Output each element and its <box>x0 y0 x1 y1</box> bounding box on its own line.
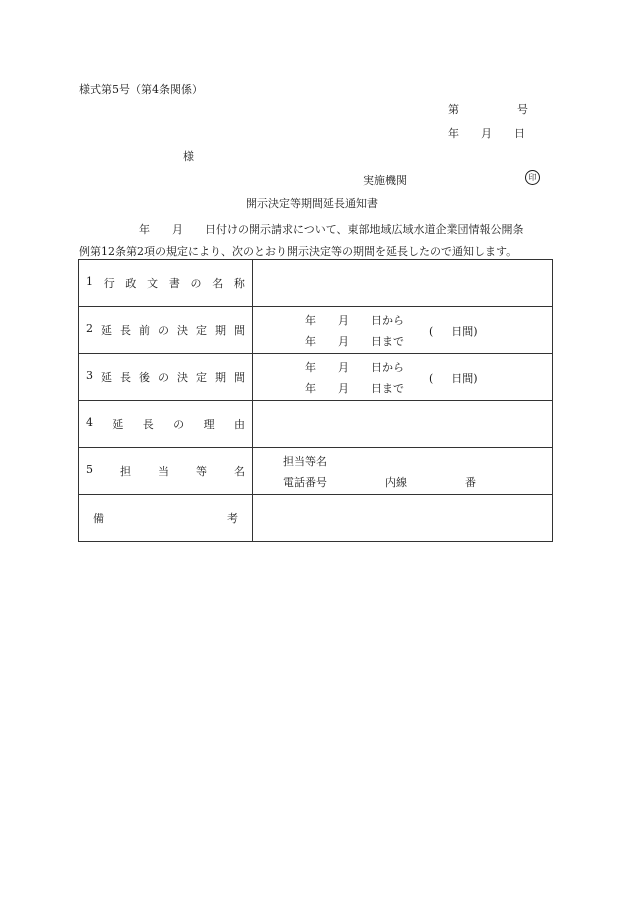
issue-date <box>448 125 525 141</box>
body-line-2: 例第12条第2項の規定により、次のとおり開示決定等の期間を延長したので通知します。 <box>79 245 518 258</box>
label-char: 4 <box>86 416 93 429</box>
addressee: 様 <box>183 150 194 163</box>
label-char: 行 <box>103 277 115 290</box>
label-char: 延 <box>112 418 124 431</box>
row-label-period-after <box>79 354 253 401</box>
label-char: の <box>190 277 202 290</box>
date-year: 年 <box>448 127 459 140</box>
body-line-1-text: 日付けの開示請求について、東部地域広域水道企業団情報公開条 <box>205 223 524 236</box>
label-char: 間 <box>234 324 245 337</box>
label-char: 間 <box>234 371 245 384</box>
label-char: 2 <box>86 322 93 335</box>
body-line-1 <box>79 219 552 241</box>
label-char: 等 <box>196 465 207 478</box>
row-label-document-name <box>79 260 253 307</box>
label-char: 名 <box>234 465 245 478</box>
row-label-contact <box>79 448 253 495</box>
label-char: 考 <box>227 512 238 525</box>
table-row <box>79 307 553 354</box>
label-char: 理 <box>203 418 215 431</box>
remarks-value <box>253 495 553 542</box>
reason-value <box>253 401 553 448</box>
table-row <box>79 495 553 542</box>
table-row <box>79 448 553 495</box>
label-char: 1 <box>86 275 93 288</box>
label-char: 長 <box>120 371 131 384</box>
label-char: 文 <box>147 277 159 290</box>
row-label-remarks <box>79 495 253 542</box>
label-char: 延 <box>101 324 112 337</box>
label-char: の <box>158 371 169 384</box>
period-before-from: 年 月 日から <box>305 314 404 327</box>
body-year: 年 <box>139 223 150 236</box>
label-char: 後 <box>139 371 150 384</box>
table-row <box>79 401 553 448</box>
seal-mark: 印 <box>525 170 540 185</box>
label-char: 名 <box>212 277 224 290</box>
date-month: 月 <box>481 127 492 140</box>
contact-name-label: 担当等名 <box>283 455 327 468</box>
label-char: 称 <box>233 277 245 290</box>
label-char: の <box>158 324 169 337</box>
document-title: 開示決定等期間延長通知書 <box>246 197 378 210</box>
form-id: 様式第5号（第4条関係） <box>79 83 203 96</box>
period-before-days: ( 日間) <box>429 325 478 338</box>
label-char: 長 <box>120 324 131 337</box>
label-char: 期 <box>215 371 226 384</box>
document-number <box>448 101 528 117</box>
agency-label: 実施機関 <box>363 174 407 187</box>
period-after-from: 年 月 日から <box>305 361 404 374</box>
period-before-value <box>253 307 553 354</box>
label-char: 書 <box>168 277 180 290</box>
label-char: 決 <box>177 371 188 384</box>
period-after-days: ( 日間) <box>429 372 478 385</box>
table-row <box>79 354 553 401</box>
label-char: 政 <box>125 277 137 290</box>
label-char: 備 <box>93 512 104 525</box>
period-after-value <box>253 354 553 401</box>
label-char: 担 <box>120 465 131 478</box>
document-name-value <box>253 260 553 307</box>
label-char: 前 <box>139 324 150 337</box>
row-label-reason <box>79 401 253 448</box>
notice-table <box>78 259 553 542</box>
label-char: 決 <box>177 324 188 337</box>
contact-value <box>253 448 553 495</box>
row-label-period-before <box>79 307 253 354</box>
label-char: の <box>173 418 185 431</box>
label-char: 延 <box>101 371 112 384</box>
label-char: 由 <box>233 418 245 431</box>
label-char: 当 <box>158 465 169 478</box>
notice-body <box>79 219 552 263</box>
period-after-to: 年 月 日まで <box>305 382 404 395</box>
label-char: 5 <box>86 463 93 476</box>
label-char: 3 <box>86 369 93 382</box>
label-char: 期 <box>215 324 226 337</box>
date-day: 日 <box>514 127 525 140</box>
label-char: 定 <box>196 371 207 384</box>
table-row <box>79 260 553 307</box>
body-month: 月 <box>172 223 183 236</box>
period-before-to: 年 月 日まで <box>305 335 404 348</box>
contact-tel: 電話番号 内線 番 <box>283 476 476 489</box>
label-char: 定 <box>196 324 207 337</box>
label-char: 長 <box>142 418 154 431</box>
number-suffix: 号 <box>517 103 528 116</box>
number-prefix: 第 <box>448 103 459 116</box>
